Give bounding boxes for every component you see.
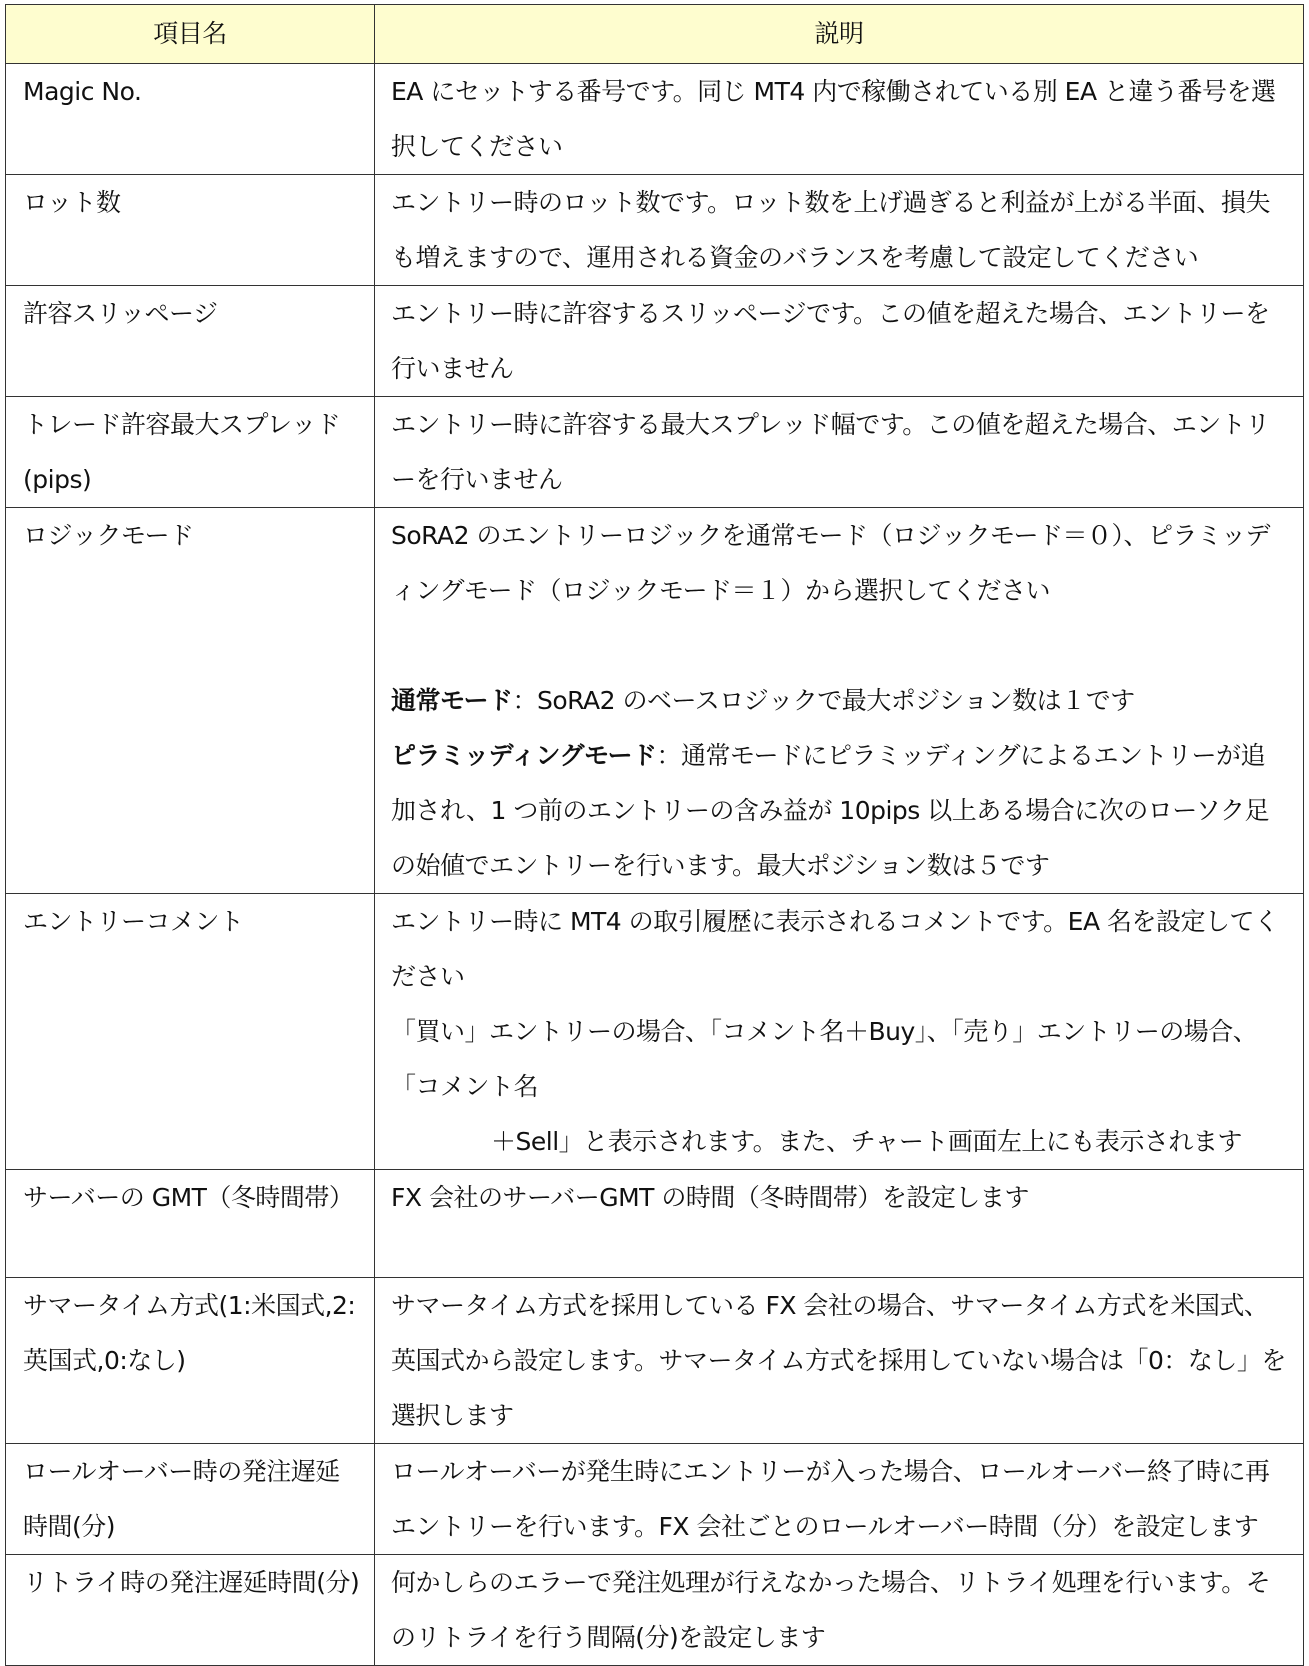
row-description [375,894,1304,1170]
normal-mode-label: 通常モード [391,686,513,715]
pyramid-mode-line [391,728,1289,893]
table-row [6,1555,1304,1666]
table-row [6,64,1304,175]
row-description: EA にセットする番号です。同じ MT4 内で稼働されている別 EA と違う番号を選択してください [375,64,1304,175]
row-description: ロールオーバーが発生時にエントリーが入った場合、ロールオーバー終了時に再エントリーを行います。FX 会社ごとのロールオーバー時間（分）を設定します [375,1444,1304,1555]
entry-comment-line-3: ＋Sell」と表示されます。また、チャート画面左上にも表示されます [491,1127,1242,1156]
row-name: トレード許容最大スプレッド(pips) [6,397,375,508]
row-name: エントリーコメント [6,894,375,1170]
normal-mode-text: ：SoRA2 のベースロジックで最大ポジション数は１です [512,686,1135,715]
header-name: 項目名 [6,5,375,64]
settings-table [5,4,1304,1666]
pyramid-mode-label: ピラミッディングモード [391,741,657,770]
row-name: リトライ時の発注遅延時間(分) [6,1555,375,1666]
row-description [375,508,1304,894]
row-description: 何かしらのエラーで発注処理が行えなかった場合、リトライ処理を行います。そのリトライを行う間隔(分)を設定します [375,1555,1304,1666]
row-name: サマータイム方式(1:米国式,2:英国式,0:なし) [6,1278,375,1444]
normal-mode-line [391,673,1289,728]
row-description: FX 会社のサーバーGMT の時間（冬時間帯）を設定します [375,1170,1304,1278]
row-name: Magic No. [6,64,375,175]
table-row [6,1170,1304,1278]
table-row [6,508,1304,894]
row-name: ロット数 [6,175,375,286]
table-row [6,397,1304,508]
header-description: 説明 [375,5,1304,64]
table-row [6,1278,1304,1444]
row-description: サマータイム方式を採用している FX 会社の場合、サマータイム方式を米国式、英国式から設定します。サマータイム方式を採用していない場合は「0：なし」を選択します [375,1278,1304,1444]
pyramid-mode-text: ：通常モードにピラミッディングによるエントリーが追加され、1 つ前のエントリーの含み益が 10pips 以上ある場合に次のローソク足の始値でエントリーを行います。最大ポジション数は５です [391,741,1270,880]
row-description: エントリー時に許容する最大スプレッド幅です。この値を超えた場合、エントリーを行いません [375,397,1304,508]
row-description: エントリー時に許容するスリッページです。この値を超えた場合、エントリーを行いません [375,286,1304,397]
header-row [6,5,1304,64]
row-name: ロジックモード [6,508,375,894]
entry-comment-line-1: エントリー時に MT4 の取引履歴に表示されるコメントです。EA 名を設定してください [391,907,1279,991]
logic-mode-intro: SoRA2 のエントリーロジックを通常モード（ロジックモード＝０）、ピラミッディングモード（ロジックモード＝１）から選択してください [391,521,1270,605]
spacer [391,618,1289,673]
entry-comment-line-2: 「買い」エントリーの場合、「コメント名＋Buy」、「売り」エントリーの場合、「コメント名 [391,1017,1258,1101]
table-row [6,894,1304,1170]
table-row [6,286,1304,397]
row-name: 許容スリッページ [6,286,375,397]
row-description: エントリー時のロット数です。ロット数を上げ過ぎると利益が上がる半面、損失も増えますので、運用される資金のバランスを考慮して設定してください [375,175,1304,286]
table-row [6,175,1304,286]
table-row [6,1444,1304,1555]
row-name: サーバーの GMT（冬時間帯） [6,1170,375,1278]
row-name: ロールオーバー時の発注遅延時間(分) [6,1444,375,1555]
